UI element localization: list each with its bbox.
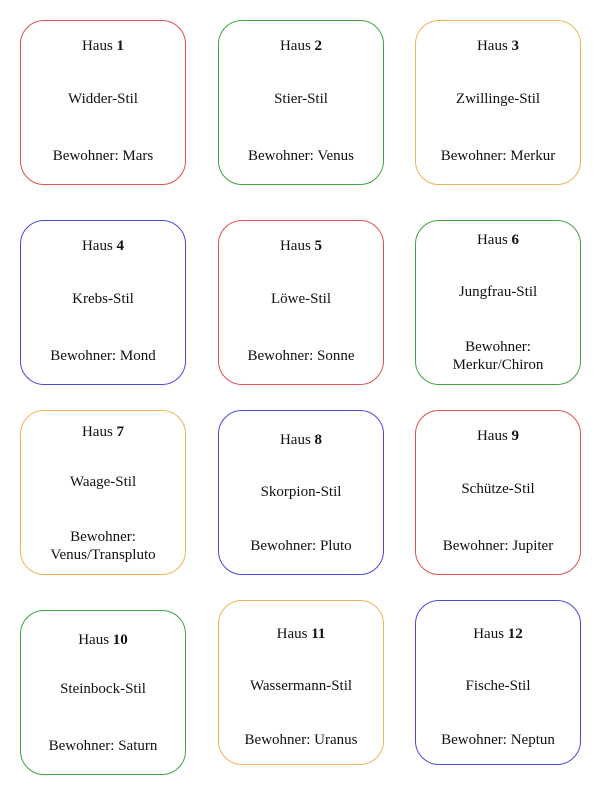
resident-line [25,737,181,755]
house-card-11 [218,600,384,765]
resident-prefix: Bewohner: [52,148,123,164]
house-number: 7 [116,424,125,440]
house-title [21,423,185,441]
resident-prefix: Bewohner: [250,538,320,554]
house-number: 1 [116,38,125,54]
house-number: 8 [314,432,323,448]
house-card-6 [415,220,581,385]
resident-name: Uranus [314,732,358,748]
house-title [416,625,580,643]
house-card-2 [218,20,384,185]
resident-line [223,537,379,555]
sign-style: Skorpion-Stil [260,484,342,500]
house-word: Haus [476,38,508,54]
house-card-3 [415,20,581,185]
resident-prefix: Bewohner: [442,538,513,554]
resident-line [25,528,181,564]
house-number: 11 [311,626,326,642]
house-word: Haus [279,238,311,254]
sign-style: Fische-Stil [465,678,531,694]
resident-name: Merkur [510,148,556,164]
sign-style: Krebs-Stil [72,291,134,307]
sign-style: Wassermann-Stil [249,678,353,694]
sign-style: Jungfrau-Stil [458,284,538,300]
resident-name: Jupiter [512,538,554,554]
resident-prefix: Bewohner: [48,738,119,754]
resident-line [223,731,379,749]
sign-style: Waage-Stil [69,474,137,490]
house-title [416,231,580,249]
resident-name: Mond [119,348,156,364]
house-word: Haus [279,38,311,54]
house-title [21,237,185,255]
house-card-8 [218,410,384,575]
house-word: Haus [276,626,308,642]
resident-line [25,347,181,365]
resident-name: Merkur/Chiron [452,357,544,373]
resident-prefix: Bewohner: [70,529,136,545]
house-word: Haus [78,632,110,648]
house-number: 6 [511,232,520,248]
house-card-7 [20,410,186,575]
house-word: Haus [476,232,508,248]
house-title [219,625,383,643]
sign-style: Stier-Stil [274,91,328,107]
sign-style: Widder-Stil [68,91,138,107]
resident-prefix: Bewohner: [247,348,318,364]
house-card-10 [20,610,186,775]
house-number: 4 [116,238,125,254]
house-word: Haus [476,428,508,444]
house-word: Haus [473,626,505,642]
house-card-12 [415,600,581,765]
sign-style: Steinbock-Stil [60,681,146,697]
resident-name: Venus/Transpluto [50,547,156,563]
house-word: Haus [81,424,113,440]
house-title [21,37,185,55]
resident-line [420,147,576,165]
resident-prefix: Bewohner: [441,732,511,748]
house-title [416,37,580,55]
house-card-9 [415,410,581,575]
sign-style: Löwe-Stil [271,291,331,307]
resident-prefix: Bewohner: [50,348,120,364]
resident-name: Venus [317,148,354,164]
house-card-4 [20,220,186,385]
sign-style: Schütze-Stil [461,481,535,497]
house-number: 9 [511,428,520,444]
house-number: 10 [112,632,128,648]
resident-prefix: Bewohner: [244,732,315,748]
resident-line [420,537,576,555]
house-number: 12 [507,626,523,642]
resident-prefix: Bewohner: [465,339,531,355]
house-number: 5 [314,238,323,254]
resident-line [25,147,181,165]
sign-style: Zwillinge-Stil [455,91,541,107]
resident-prefix: Bewohner: [440,148,511,164]
house-title [219,431,383,449]
resident-line [420,731,576,749]
house-number: 2 [314,38,323,54]
resident-name: Neptun [510,732,555,748]
resident-name: Saturn [118,738,158,754]
resident-prefix: Bewohner: [248,148,318,164]
resident-name: Sonne [317,348,355,364]
house-word: Haus [279,432,311,448]
house-word: Haus [81,238,113,254]
house-number: 3 [511,38,520,54]
house-title [219,237,383,255]
house-title [416,427,580,445]
resident-line [420,338,576,374]
resident-line [223,347,379,365]
house-title [219,37,383,55]
house-word: Haus [81,38,113,54]
house-title [21,631,185,649]
resident-name: Pluto [319,538,352,554]
house-card-1 [20,20,186,185]
house-card-5 [218,220,384,385]
resident-line [223,147,379,165]
resident-name: Mars [122,148,154,164]
